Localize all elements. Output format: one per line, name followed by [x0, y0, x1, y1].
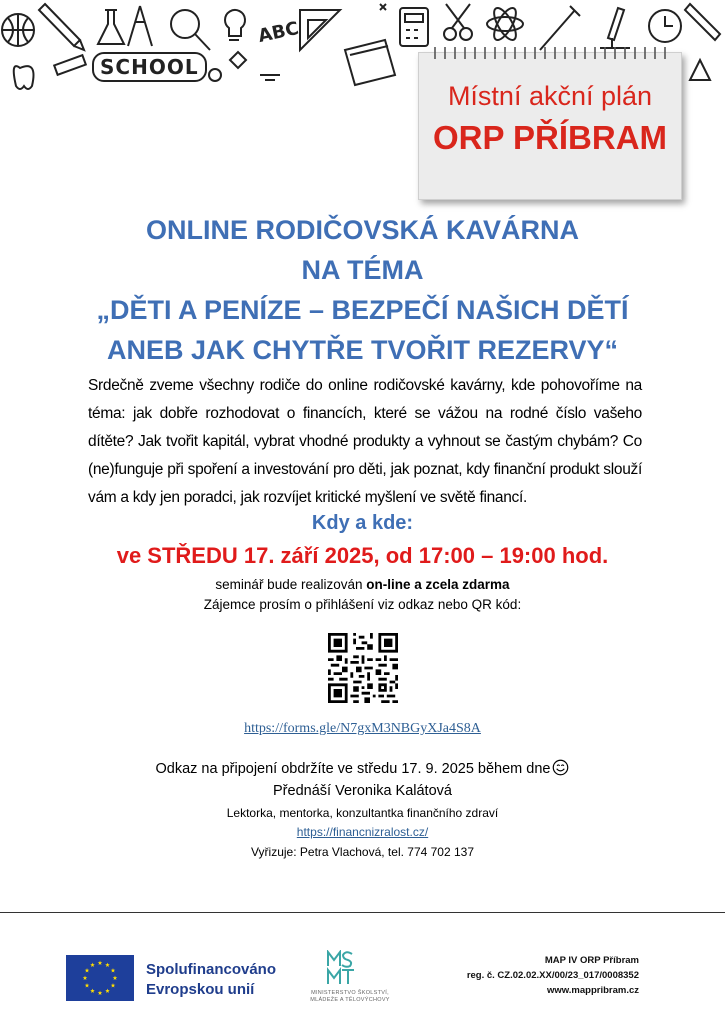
lecturer-name: Přednáší Veronika Kalátová: [273, 783, 452, 799]
smiley-icon: [552, 759, 569, 776]
msmt-logo-icon: [326, 950, 356, 986]
map-website-link[interactable]: www.mappribram.cz: [546, 985, 639, 996]
magnifier-icon: [171, 10, 199, 38]
msmt-text: [296, 990, 404, 1004]
pencil-icon: [39, 4, 84, 50]
eu-cofunding-text: [146, 960, 276, 1000]
lecturer-website-link[interactable]: https://financnizralost.cz/: [296, 825, 429, 839]
set-square-icon: [300, 10, 340, 50]
map-region: ORP PŘÍBRAM: [432, 119, 668, 156]
spiral-rings-icon: [429, 43, 671, 63]
map-project-info: [467, 953, 639, 998]
headline-line-4: ANEB JAK CHYTŘE TVOŘIT REZERVY“: [106, 335, 619, 365]
apple-icon: [14, 66, 34, 89]
headline-line-2: NA TÉMA: [301, 255, 424, 285]
abc-label: ABC: [256, 17, 301, 48]
headline-line-3: „DĚTI A PENÍZE – BEZPEČÍ NAŠICH DĚTÍ: [96, 295, 629, 325]
map-project-name: MAP IV ORP Příbram: [544, 955, 639, 966]
qr-code-icon[interactable]: [328, 633, 398, 703]
online-note: [0, 577, 725, 592]
school-label: SCHOOL: [92, 52, 207, 82]
lightbulb-icon: [225, 10, 245, 40]
map-notepad: [418, 52, 682, 200]
footer-divider: [0, 912, 725, 913]
compass-icon: [128, 6, 152, 46]
book-icon: [345, 40, 395, 85]
registration-form-link[interactable]: https://forms.gle/N7gxM3NBGyXJa4S8A: [244, 721, 481, 736]
map-registration-number: reg. č. CZ.02.02.XX/00/23_017/0008352: [466, 970, 639, 981]
online-note-bold: on-line a zcela zdarma: [366, 577, 510, 592]
event-date: ve STŘEDU 17. září 2025, od 17:00 – 19:00 hod.: [116, 543, 609, 568]
headline-line-1: ONLINE RODIČOVSKÁ KAVÁRNA: [145, 215, 579, 245]
eu-line-1: Spolufinancováno: [146, 961, 277, 978]
when-where-label: Kdy a kde:: [311, 512, 414, 534]
msmt-line-1: MINISTERSTVO ŠKOLSTVÍ,: [311, 990, 389, 996]
eu-line-2: Evropskou unií: [146, 981, 255, 998]
intro-paragraph: Srdečně zveme všechny rodiče do online rodičovské kavárny, kde pohovoříme na téma: jak dobře rozhodovat o financích, které se vážou na rodné číslo vašeho dítěte? Jak tvořit kapitál, vybrat vhodné produkty a vyhnout se častým chybám? Co (ne)funguje při spoření a investování pro děti, jak poznat, kdy finanční produkt slouží vám a kdy jen poradci, jak rozvíjet kritické myšlení ve světě financí.: [88, 377, 642, 506]
join-link-text: Odkaz na připojení obdržíte ve středu 17. 9. 2025 během dne: [155, 761, 551, 777]
event-headline: [40, 210, 685, 370]
join-link-note: [0, 759, 725, 777]
pencil-icon-2: [685, 4, 720, 40]
scissors-icon: [444, 28, 456, 40]
msmt-line-2: MLÁDEŽE A TĚLOVÝCHOVY: [310, 997, 390, 1003]
microscope-icon: [600, 8, 630, 48]
contact-info: Vyřizuje: Petra Vlachová, tel. 774 702 137: [250, 845, 475, 859]
eu-flag-icon: [66, 955, 134, 1001]
flask-icon: [98, 10, 124, 44]
atom-icon: [487, 17, 523, 31]
lecturer-role: Lektorka, mentorka, konzultantka finančního zdraví: [226, 806, 499, 820]
ruler-icon: [54, 55, 86, 75]
online-note-prefix: seminář bude realizován: [215, 577, 367, 592]
registration-note: Zájemce prosím o přihlášení viz odkaz nebo QR kód:: [203, 597, 522, 612]
map-title: Místní akční plán: [447, 81, 653, 111]
